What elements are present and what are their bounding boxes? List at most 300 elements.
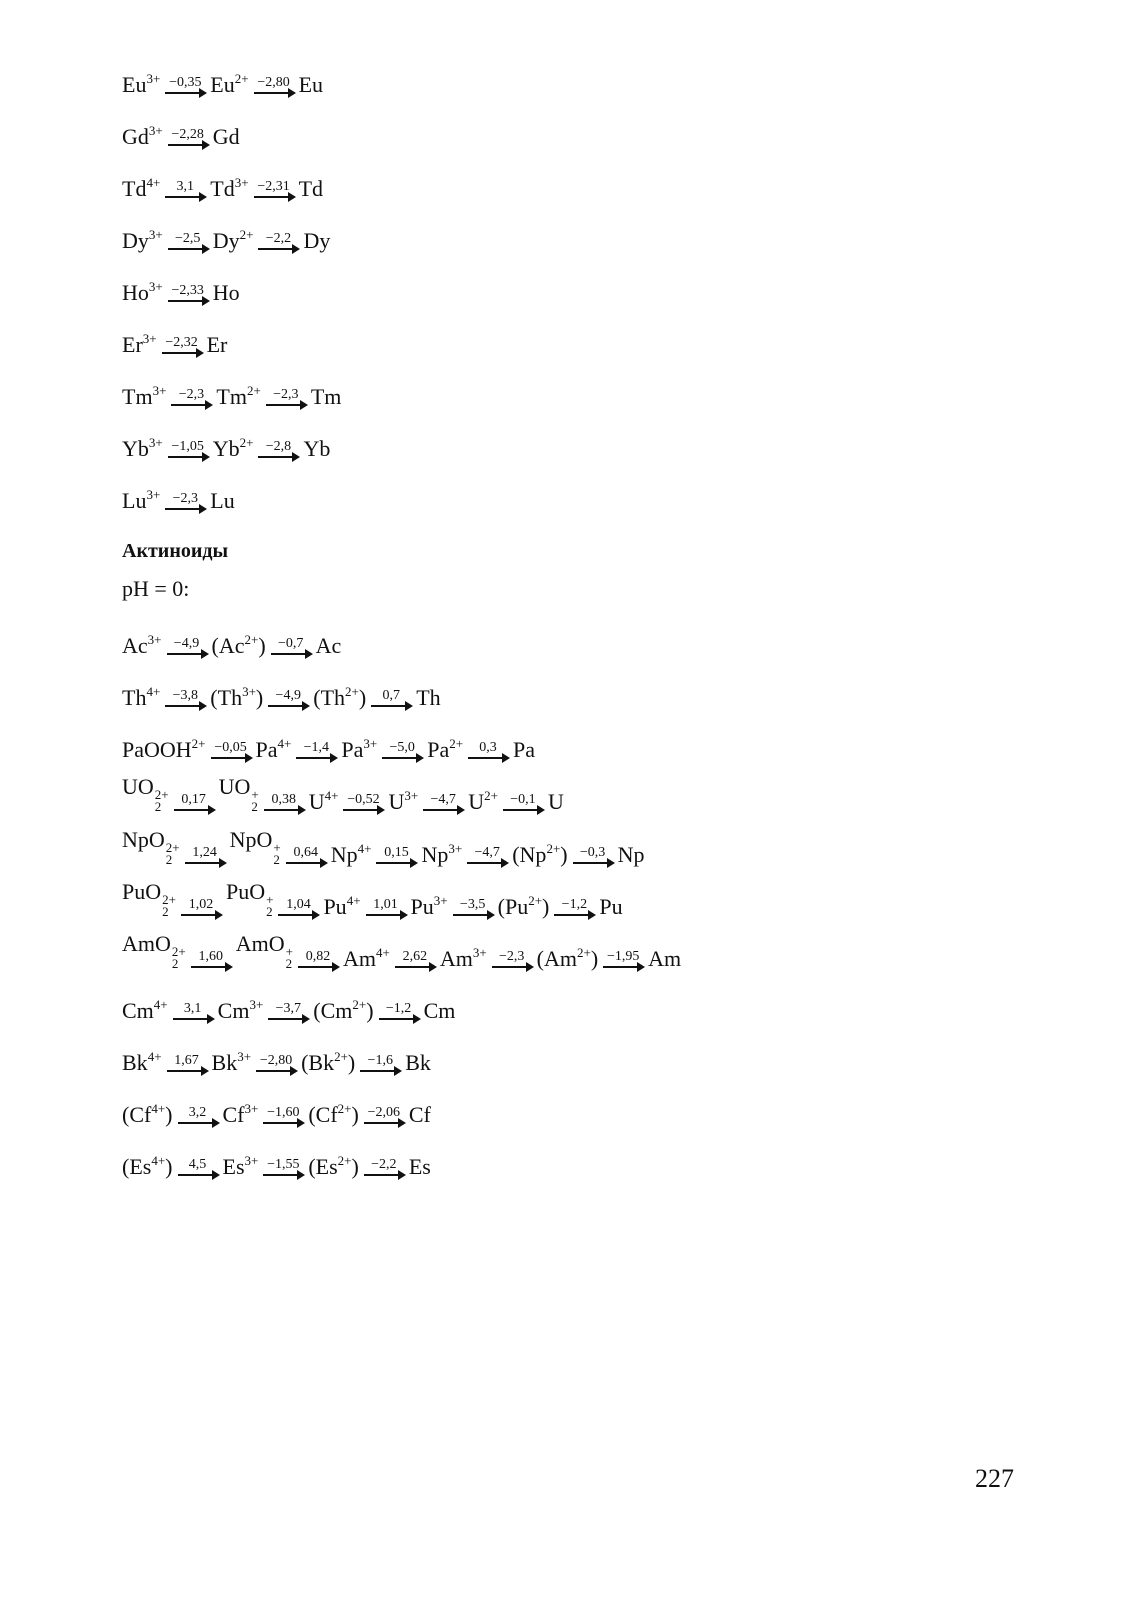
species-symbol: Tm <box>310 384 342 409</box>
chemical-species <box>122 632 162 658</box>
reduction-arrow <box>167 1054 207 1072</box>
species-symbol: Pu <box>599 894 623 919</box>
potential-label: 2,62 <box>402 949 428 964</box>
ion-charge: 3+ <box>148 227 163 242</box>
species-symbol: Am <box>342 946 376 971</box>
arrow-shaft <box>162 352 202 354</box>
reduction-arrow <box>492 950 532 968</box>
chemical-species <box>405 1052 431 1074</box>
reduction-arrow <box>603 950 643 968</box>
species-symbol: Bk <box>122 1050 148 1075</box>
species-symbol: Td <box>210 176 235 201</box>
species-symbol: Bk <box>211 1050 238 1075</box>
arrow-shaft <box>603 966 643 968</box>
reduction-arrow <box>423 793 463 811</box>
potential-label: −2,3 <box>178 387 205 402</box>
chemical-species <box>122 435 163 461</box>
reduction-arrow <box>168 232 208 250</box>
ion-charge: 4+ <box>375 945 390 960</box>
potential-label: −1,2 <box>385 1001 412 1016</box>
potential-label: 4,5 <box>188 1157 207 1172</box>
ion-charge: 2+ <box>244 632 259 647</box>
chemical-species <box>299 178 323 200</box>
chemical-species <box>122 383 167 409</box>
chemical-species <box>122 331 157 357</box>
chemical-species <box>255 736 292 762</box>
chemical-species <box>217 997 264 1023</box>
ion-charge: 3+ <box>146 487 161 502</box>
redox-scheme-line <box>122 108 240 148</box>
chemical-species <box>213 282 240 304</box>
species-symbol: Th <box>416 685 441 710</box>
arrow-shaft <box>379 1018 419 1020</box>
species-symbol: U <box>547 789 564 814</box>
potential-label: −2,2 <box>265 231 292 246</box>
ion-charge: 2+ <box>246 383 261 398</box>
ion-charge: 2+ <box>337 1153 352 1168</box>
potential-label: 0,7 <box>382 688 400 703</box>
potential-label: −2,31 <box>257 179 290 194</box>
arrow-shaft <box>286 862 326 864</box>
reduction-arrow <box>263 1106 303 1124</box>
reduction-arrow <box>174 793 214 811</box>
chemical-species: $(Cf^{4+})$ <box>122 1101 173 1127</box>
arrow-shaft <box>178 1174 218 1176</box>
arrow-shaft <box>168 144 208 146</box>
species-symbol: Np <box>330 842 358 867</box>
reduction-arrow <box>168 284 208 302</box>
ion-charge: 4+ <box>277 736 292 751</box>
potential-label: −3,8 <box>172 688 198 703</box>
species-symbol: Tm <box>122 384 153 409</box>
charge-and-subscript <box>286 946 293 970</box>
chemical-species <box>122 684 161 710</box>
redox-scheme-line <box>122 982 455 1022</box>
species-symbol: Eu <box>298 72 324 97</box>
arrow-shaft <box>173 1018 213 1020</box>
arrow-shaft <box>360 1070 400 1072</box>
arrow-shaft <box>258 248 298 250</box>
section-heading: Актиноиды <box>122 540 229 562</box>
chemical-species <box>410 893 448 919</box>
redox-scheme-line <box>122 160 323 200</box>
reduction-arrow <box>258 440 298 458</box>
chemical-species: $(Cf^{2+})$ <box>308 1101 359 1127</box>
chemical-species: $(Es^{2+})$ <box>308 1153 359 1179</box>
potential-label: −1,2 <box>561 897 588 912</box>
chemical-species <box>599 896 622 918</box>
species-symbol: Ho <box>212 280 240 305</box>
potential-label: −1,60 <box>267 1105 300 1120</box>
potential-label: 1,24 <box>192 845 217 860</box>
reduction-arrow <box>181 898 221 916</box>
chemical-species <box>122 175 161 201</box>
chemical-species: $(Es^{4+})$ <box>122 1153 173 1179</box>
redox-scheme-line <box>122 1138 431 1178</box>
ion-charge: 3+ <box>363 736 378 751</box>
arrow-shaft <box>174 809 214 811</box>
arrow-shaft <box>266 404 306 406</box>
reduction-arrow <box>343 793 383 811</box>
reduction-arrow <box>266 388 306 406</box>
potential-label: −2,5 <box>175 231 201 246</box>
species-symbol: Ac <box>218 633 245 658</box>
ion-charge: + <box>273 840 281 855</box>
arrow-shaft <box>165 196 205 198</box>
arrow-shaft <box>254 196 294 198</box>
ion-charge: 3+ <box>472 945 487 960</box>
chemical-species <box>122 997 168 1023</box>
ion-charge: 3+ <box>249 997 264 1012</box>
species-symbol: Er <box>206 332 228 357</box>
species-symbol: Bk <box>405 1050 431 1075</box>
arrow-shaft <box>168 300 208 302</box>
ion-charge: 4+ <box>146 684 161 699</box>
ion-charge: 4+ <box>346 893 361 908</box>
potential-label: −1,05 <box>171 439 204 454</box>
chemical-species <box>222 1153 259 1179</box>
species-symbol: AmO <box>122 931 171 956</box>
redox-scheme-line <box>122 721 535 761</box>
potential-label: 3,1 <box>183 1001 202 1016</box>
atom-count-subscript: 2 <box>162 904 169 919</box>
species-symbol: Am <box>648 946 682 971</box>
potential-label: −4,7 <box>474 845 500 860</box>
species-symbol: Th <box>217 685 243 710</box>
species-symbol: Pa <box>255 737 278 762</box>
reduction-arrow <box>171 388 211 406</box>
arrow-shaft <box>268 1018 308 1020</box>
species-symbol: Dy <box>303 228 331 253</box>
arrow-shaft <box>168 456 208 458</box>
ion-charge: 2+ <box>171 944 186 959</box>
chemical-species <box>211 1049 252 1075</box>
redox-scheme-line <box>122 773 564 813</box>
chemical-species <box>222 1101 259 1127</box>
species-symbol: Pa <box>513 737 536 762</box>
arrow-shaft <box>298 966 338 968</box>
chemical-species <box>213 126 240 148</box>
chemical-species <box>548 791 564 813</box>
reduction-arrow <box>268 1002 308 1020</box>
chemical-species: $(Pu^{2+})$ <box>497 893 550 919</box>
redox-scheme-line <box>122 930 681 970</box>
arrow-shaft <box>258 456 298 458</box>
species-symbol: Eu <box>210 72 235 97</box>
species-symbol: PuO <box>122 879 162 904</box>
chemical-species <box>323 893 361 919</box>
reduction-arrow <box>382 741 422 759</box>
arrow-shaft <box>264 809 304 811</box>
arrow-shaft <box>503 809 543 811</box>
potential-label: −1,6 <box>367 1053 393 1068</box>
atom-count-subscript: 2 <box>171 956 179 971</box>
arrow-shaft <box>263 1174 303 1176</box>
reduction-arrow <box>503 793 543 811</box>
arrow-shaft <box>366 914 406 916</box>
arrow-shaft <box>453 914 493 916</box>
arrow-shaft <box>263 1122 303 1124</box>
arrow-shaft <box>268 705 308 707</box>
reduction-arrow <box>467 846 507 864</box>
redox-scheme-line <box>122 617 341 657</box>
arrow-shaft <box>371 705 411 707</box>
arrow-shaft <box>573 862 613 864</box>
species-symbol: U <box>308 789 325 814</box>
arrow-shaft <box>492 966 532 968</box>
arrow-shaft <box>178 1122 218 1124</box>
potential-label: 3,2 <box>188 1105 207 1120</box>
chemical-species <box>311 386 342 408</box>
ion-charge: 2+ <box>154 787 169 802</box>
species-symbol: U <box>468 789 485 814</box>
potential-label: 1,67 <box>174 1053 199 1068</box>
arrow-shaft <box>168 248 208 250</box>
chemical-species: $(Np^{2+})$ <box>512 841 568 867</box>
potential-label: −2,2 <box>371 1157 397 1172</box>
potential-label: 0,82 <box>305 949 331 964</box>
potential-label: 3,1 <box>176 179 195 194</box>
chemical-species <box>316 635 342 657</box>
potential-label: −2,28 <box>171 127 204 142</box>
species-symbol: Eu <box>122 72 147 97</box>
species-symbol: Bk <box>308 1050 335 1075</box>
page-number: 227 <box>975 1464 1014 1493</box>
potential-label: −2,06 <box>367 1105 401 1120</box>
ion-charge: 4+ <box>151 1153 166 1168</box>
potential-label: −0,52 <box>347 792 380 807</box>
ion-charge: 2+ <box>334 1049 348 1064</box>
chemical-species <box>122 279 163 305</box>
reduction-arrow <box>268 689 308 707</box>
chemical-species <box>424 1000 456 1022</box>
potential-label: −4,9 <box>275 688 301 703</box>
species-symbol: Yb <box>303 436 331 461</box>
species-symbol: Tm <box>216 384 247 409</box>
potential-label: −2,32 <box>165 335 198 350</box>
reduction-arrow <box>296 741 336 759</box>
chemical-species <box>342 945 390 971</box>
redox-scheme-line <box>122 264 240 304</box>
arrow-shaft <box>211 757 251 759</box>
potential-label: −0,35 <box>169 75 202 90</box>
species-symbol: Th <box>122 685 147 710</box>
species-symbol: Cf <box>315 1102 338 1127</box>
species-symbol: Pu <box>323 894 347 919</box>
potential-label: −2,80 <box>259 1053 293 1068</box>
reduction-arrow <box>168 440 208 458</box>
chemical-species: $(Am^{2+})$ <box>536 945 599 971</box>
ion-charge: 4+ <box>153 997 168 1012</box>
species-symbol: Yb <box>212 436 240 461</box>
potential-label: −1,4 <box>303 740 330 755</box>
chemical-species <box>210 175 249 201</box>
ph-label: pH = 0: <box>122 576 190 601</box>
redox-scheme-line <box>122 212 330 252</box>
species-symbol: Dy <box>212 228 240 253</box>
ion-charge: 3+ <box>404 788 419 803</box>
chemical-species <box>207 334 228 356</box>
chemical-species <box>236 933 293 970</box>
ion-charge: 2+ <box>546 841 561 856</box>
reduction-arrow <box>298 950 338 968</box>
ion-charge: 2+ <box>345 684 359 699</box>
chemical-species <box>122 881 176 918</box>
species-symbol: Cm <box>320 998 353 1023</box>
chemical-species <box>648 948 681 970</box>
species-symbol: PuO <box>225 879 266 904</box>
species-symbol: Gd <box>122 124 149 149</box>
ion-charge: 3+ <box>244 1153 259 1168</box>
potential-label: −2,8 <box>265 439 292 454</box>
potential-label: −4,7 <box>430 792 456 807</box>
species-symbol: Pu <box>410 894 434 919</box>
charge-and-subscript <box>172 946 186 970</box>
species-symbol: Ac <box>315 633 342 658</box>
atom-count-subscript: 2 <box>266 904 273 919</box>
ion-charge: 4+ <box>147 1049 162 1064</box>
redox-scheme-line <box>122 56 323 96</box>
species-symbol: Yb <box>122 436 149 461</box>
species-symbol: Pu <box>504 894 529 919</box>
charge-and-subscript <box>155 789 169 813</box>
species-symbol: Dy <box>122 228 149 253</box>
ion-charge: 3+ <box>152 383 167 398</box>
ion-charge: 3+ <box>234 175 249 190</box>
potential-label: −2,80 <box>257 75 290 90</box>
arrow-shaft <box>167 653 207 655</box>
potential-label: 1,60 <box>198 949 223 964</box>
species-symbol: U <box>388 789 405 814</box>
potential-label: 0,38 <box>271 792 296 807</box>
reduction-arrow <box>364 1106 404 1124</box>
species-symbol: Th <box>320 685 346 710</box>
potential-label: −1,55 <box>267 1157 300 1172</box>
ion-charge: 2+ <box>484 788 498 803</box>
redox-scheme-line <box>122 1086 431 1126</box>
reduction-arrow <box>376 846 416 864</box>
species-symbol: NpO <box>122 827 165 852</box>
arrow-shaft <box>343 809 383 811</box>
chemical-species: $(Th^{2+})$ <box>313 684 367 710</box>
reduction-arrow <box>278 898 318 916</box>
ion-charge: 2+ <box>528 893 543 908</box>
atom-count-subscript: 2 <box>165 852 173 867</box>
reduction-arrow <box>165 689 205 707</box>
species-symbol: Gd <box>212 124 240 149</box>
species-symbol: UO <box>122 774 154 799</box>
arrow-shaft <box>376 862 416 864</box>
chemical-species <box>513 739 535 761</box>
species-symbol: Lu <box>210 488 235 513</box>
arrow-shaft <box>467 862 507 864</box>
ion-charge: 4+ <box>324 788 339 803</box>
arrow-shaft <box>278 914 318 916</box>
species-symbol: Lu <box>122 488 147 513</box>
potential-label: 1,01 <box>373 897 398 912</box>
arrow-shaft <box>423 809 463 811</box>
charge-and-subscript <box>266 894 273 918</box>
species-symbol: Np <box>421 842 449 867</box>
chemical-species <box>409 1156 431 1178</box>
ion-charge: 2+ <box>337 1101 352 1116</box>
ion-charge: 2+ <box>234 71 249 86</box>
chemical-species <box>122 933 186 970</box>
species-symbol: UO <box>218 774 251 799</box>
redox-scheme-line <box>122 826 645 866</box>
species-symbol: Cm <box>423 998 456 1023</box>
chemical-species <box>427 736 464 762</box>
reduction-arrow <box>254 76 294 94</box>
species-symbol: Td <box>298 176 324 201</box>
chemical-species <box>122 123 163 149</box>
ion-charge: 3+ <box>242 684 256 699</box>
reduction-arrow <box>191 950 231 968</box>
redox-scheme-line <box>122 316 227 356</box>
species-symbol: Es <box>408 1154 431 1179</box>
chemical-species <box>330 841 372 867</box>
reduction-arrow <box>453 898 493 916</box>
chemical-species <box>421 841 463 867</box>
reduction-arrow <box>573 846 613 864</box>
reduction-arrow <box>395 950 435 968</box>
ion-charge: + <box>266 892 274 907</box>
chemical-species <box>226 881 273 918</box>
potential-label: −0,7 <box>277 636 304 651</box>
arrow-shaft <box>395 966 435 968</box>
reduction-arrow <box>468 741 508 759</box>
reduction-arrow <box>271 637 311 655</box>
ion-charge: 3+ <box>146 71 161 86</box>
arrow-shaft <box>554 914 594 916</box>
arrow-shaft <box>256 1070 296 1072</box>
atom-count-subscript: 2 <box>273 852 280 867</box>
reduction-arrow <box>211 741 251 759</box>
reduction-arrow <box>168 128 208 146</box>
species-symbol: Es <box>222 1154 245 1179</box>
ion-charge: 2+ <box>449 736 464 751</box>
species-symbol: Td <box>122 176 147 201</box>
chemical-species <box>409 1104 431 1126</box>
potential-label: 1,04 <box>286 897 311 912</box>
species-symbol: Er <box>122 332 143 357</box>
ion-charge: 2+ <box>162 892 176 907</box>
potential-label: −2,3 <box>498 949 525 964</box>
potential-label: −3,5 <box>459 897 486 912</box>
arrow-shaft <box>167 1070 207 1072</box>
chemical-species <box>122 1049 162 1075</box>
arrow-shaft <box>271 653 311 655</box>
ion-charge: 2+ <box>576 945 591 960</box>
arrow-shaft <box>254 92 294 94</box>
charge-and-subscript <box>166 842 180 866</box>
potential-label: 0,17 <box>181 792 206 807</box>
reduction-arrow <box>165 76 205 94</box>
charge-and-subscript <box>162 894 176 918</box>
chemical-species: $(Bk^{2+})$ <box>301 1049 356 1075</box>
reduction-arrow <box>162 336 202 354</box>
reduction-arrow <box>364 1158 404 1176</box>
potential-label: 0,64 <box>293 845 318 860</box>
species-symbol: Am <box>543 946 577 971</box>
species-symbol: Cm <box>122 998 154 1023</box>
ion-charge: 3+ <box>244 1101 259 1116</box>
species-symbol: Cf <box>129 1102 152 1127</box>
potential-label: −0,1 <box>510 792 536 807</box>
ion-charge: 2+ <box>352 997 367 1012</box>
reduction-arrow <box>263 1158 303 1176</box>
species-symbol: Cm <box>217 998 250 1023</box>
